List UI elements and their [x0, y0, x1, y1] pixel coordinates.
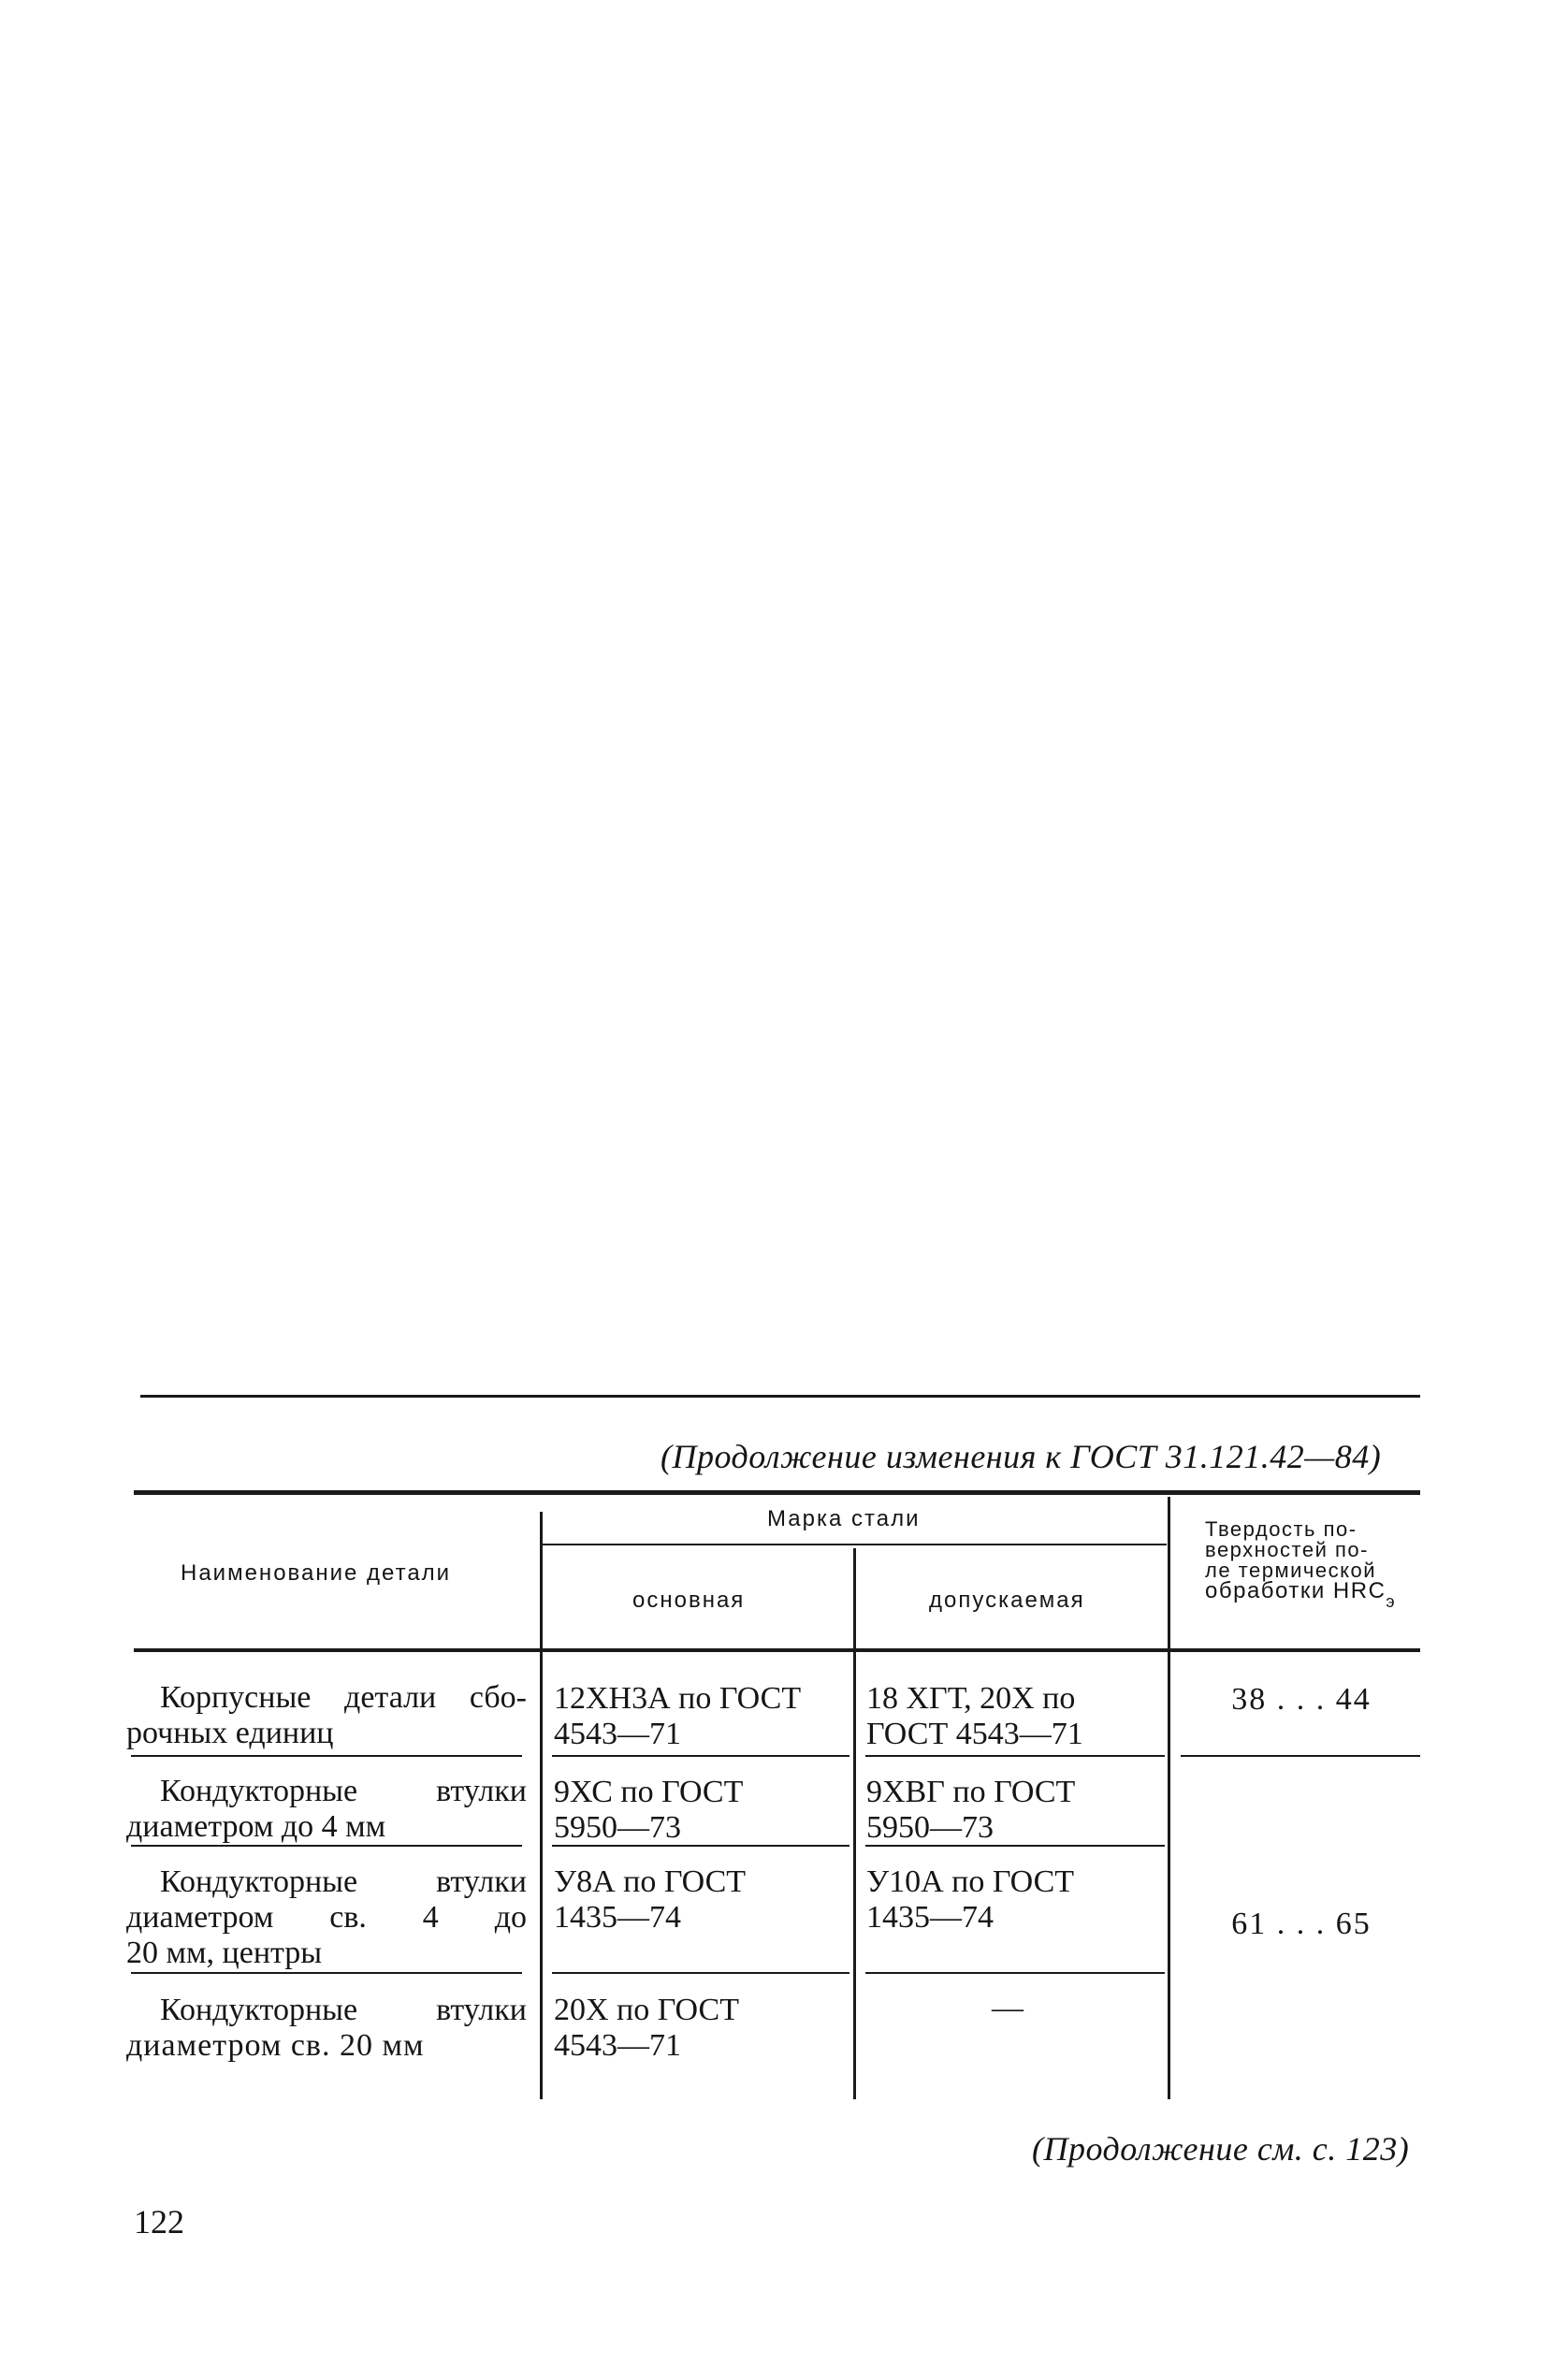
row-2-primary — [554, 1775, 743, 1846]
footer-note: (Продолжение см. с. 123) — [1032, 2130, 1410, 2168]
row-4-name — [126, 1993, 527, 2064]
col-line-2 — [853, 1548, 856, 2099]
row-3-primary-line-2: 1435—74 — [554, 1900, 681, 1935]
row-1-name — [126, 1680, 527, 1751]
row-2-primary-underline — [552, 1845, 849, 1847]
header-acceptable: допускаемая — [929, 1588, 1085, 1613]
header-hardness — [1205, 1517, 1397, 1611]
hardness-subscript: э — [1386, 1592, 1397, 1611]
header-steel-grade: Марка стали — [767, 1506, 921, 1531]
hardness-line-2: верхностей по- — [1205, 1538, 1369, 1561]
row-1-acceptable-line-1: 18 ХГТ, 20Х по — [866, 1681, 1076, 1716]
row-2-acceptable-line-2: 5950—73 — [866, 1810, 994, 1845]
hardness-line-4: обработки HRC — [1205, 1578, 1387, 1603]
continuation-title: (Продолжение изменения к ГОСТ 31.121.42—84) — [661, 1438, 1382, 1475]
row-3-acceptable — [866, 1864, 1074, 1936]
row-3-name-line-3: 20 мм, центры — [126, 1936, 323, 1970]
row-1-primary-line-2: 4543—71 — [554, 1717, 681, 1751]
row-3-name-underline — [131, 1972, 522, 1974]
row-1-primary-line-1: 12ХН3А по ГОСТ — [554, 1681, 802, 1716]
row-3-acceptable-underline — [865, 1972, 1165, 1974]
row-4-primary — [554, 1993, 739, 2064]
row-4-primary-line-1: 20Х по ГОСТ — [554, 1993, 739, 2027]
header-primary: основная — [632, 1588, 746, 1613]
hardness-line-1: Твердость по- — [1205, 1517, 1357, 1541]
row-1-acceptable-underline — [865, 1755, 1165, 1757]
steel-grade-underline — [543, 1544, 1167, 1545]
row-1-name-underline — [131, 1755, 522, 1757]
row-4-name-line-1: Кондукторные втулки — [160, 1993, 527, 2027]
page-number: 122 — [134, 2203, 184, 2241]
row-2-name-underline — [131, 1845, 522, 1847]
row-3-name-line-1: Кондукторные втулки — [160, 1864, 527, 1899]
col-line-3 — [1168, 1497, 1170, 2099]
hardness-line-3: ле термической — [1205, 1559, 1376, 1582]
row-4-acceptable — [992, 1991, 1024, 2026]
row-2-primary-line-1: 9ХС по ГОСТ — [554, 1775, 744, 1809]
row-3-name-line-2: диаметром св. 4 до — [126, 1900, 527, 1935]
row-2-primary-line-2: 5950—73 — [554, 1810, 681, 1845]
hardness-value-1: 38 . . . 44 — [1231, 1682, 1372, 1717]
row-3-name — [126, 1864, 527, 1971]
row-2-name-line-2: диаметром до 4 мм — [126, 1809, 386, 1844]
row-1-acceptable-line-2: ГОСТ 4543—71 — [866, 1717, 1083, 1751]
row-1-name-line-1: Корпусные детали сбо- — [160, 1680, 527, 1715]
row-2-name-line-1: Кондукторные втулки — [160, 1774, 527, 1808]
row-1-hardness-underline — [1181, 1755, 1420, 1757]
table-top-rule — [134, 1490, 1420, 1495]
row-3-acceptable-line-1: У10А по ГОСТ — [866, 1864, 1075, 1899]
row-3-primary — [554, 1864, 746, 1936]
row-2-acceptable-underline — [865, 1845, 1165, 1847]
row-1-primary-underline — [552, 1755, 849, 1757]
header-bottom-rule — [134, 1648, 1420, 1652]
row-3-acceptable-line-2: 1435—74 — [866, 1900, 994, 1935]
row-2-acceptable — [866, 1775, 1075, 1846]
row-1-acceptable — [866, 1681, 1083, 1752]
row-4-primary-line-2: 4543—71 — [554, 2028, 681, 2063]
row-1-primary — [554, 1681, 801, 1752]
row-2-acceptable-line-1: 9ХВГ по ГОСТ — [866, 1775, 1076, 1809]
row-3-primary-line-1: У8А по ГОСТ — [554, 1864, 747, 1899]
col-line-1 — [540, 1512, 543, 2099]
row-2-name — [126, 1774, 527, 1845]
row-4-name-line-2: диаметром св. 20 мм — [126, 2028, 425, 2063]
top-rule — [140, 1395, 1420, 1398]
row-4-acceptable-dash: — — [992, 1991, 1024, 2025]
hardness-value-2: 61 . . . 65 — [1231, 1907, 1372, 1941]
row-3-primary-underline — [552, 1972, 849, 1974]
header-part-name: Наименование детали — [181, 1560, 452, 1586]
row-1-name-line-2: рочных единиц — [126, 1716, 334, 1750]
